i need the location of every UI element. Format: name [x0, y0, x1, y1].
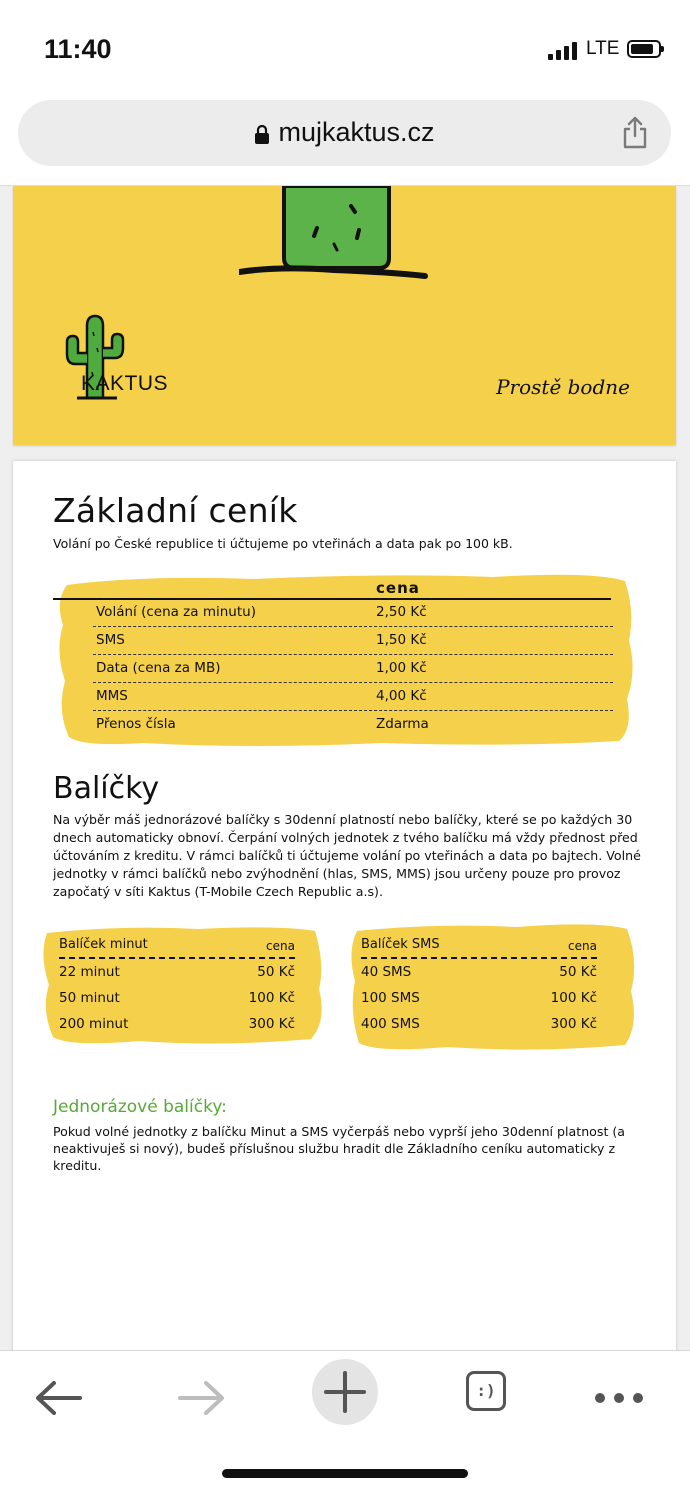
package-row: 100 SMS 100 Kč: [361, 990, 597, 1006]
address-bar[interactable]: [18, 100, 671, 166]
balicky-title: Balíčky: [53, 771, 160, 806]
web-page: [0, 186, 690, 1350]
plus-icon: [312, 1359, 378, 1425]
cactus-illustration: [239, 186, 429, 284]
new-tab-button[interactable]: [312, 1359, 378, 1425]
status-time: 11:40: [44, 34, 112, 64]
lock-icon: [254, 124, 270, 144]
price-row: Přenos čísla Zdarma: [96, 716, 429, 732]
browser-header: [0, 95, 690, 186]
tabs-button[interactable]: [466, 1371, 506, 1411]
package-row: 200 minut 300 Kč: [59, 1016, 295, 1032]
price-column-header: cena: [376, 579, 420, 597]
logo-text: KAKTUS: [81, 372, 169, 395]
balicky-text: Na výběr máš jednorázové balíčky s 30denní platností nebo balíčky, které se po každých 30 dnech automaticky obnoví. Čerpání volných jednotek z tvého balíčku má vždy přednost před účtováním z kreditu. V rámci balíčků ti účtujeme volání po vteřinách a data po bajtech. Volné jednotky v rámci balíčků nebo zvýhodnění (hlas, SMS, MMS) jsou určeny pouze pro provoz započatý v síti Kaktus (T-Mobile Czech Republic a.s).: [53, 812, 641, 899]
jednorazove-title: Jednorázové balíčky:: [53, 1097, 227, 1117]
sms-packages-table: Balíček SMS cena 40 SMS 50 Kč 100 SMS 100 Kč 400 SMS 300 Kč: [361, 937, 597, 1037]
price-row: MMS 4,00 Kč: [93, 683, 613, 711]
share-icon[interactable]: [621, 115, 649, 149]
package-row: 22 minut 50 Kč: [59, 964, 295, 980]
jednorazove-text: Pokud volné jednotky z balíčku Minut a SMS vyčerpáš nebo vyprší jeho 30denní platnost (a neaktivuješ si nový), budeš příslušnou službu hradit dle Základního ceníku automaticky z kreditu.: [53, 1124, 626, 1173]
content-card: [13, 461, 676, 1350]
back-arrow-icon[interactable]: [26, 1365, 92, 1431]
hero-banner: [13, 186, 676, 445]
package-row: 400 SMS 300 Kč: [361, 1016, 597, 1032]
cenik-title: Základní ceník: [53, 491, 298, 530]
minute-packages-table: Balíček minut cena 22 minut 50 Kč 50 minut 100 Kč 200 minut 300 Kč: [59, 937, 295, 1037]
network-type: LTE: [586, 38, 620, 59]
tagline: Prostě bodne: [496, 375, 630, 399]
browser-toolbar: [0, 1350, 690, 1495]
forward-arrow-icon[interactable]: [168, 1365, 234, 1431]
home-indicator: [222, 1469, 468, 1478]
signal-icon: [548, 42, 578, 60]
package-row: 40 SMS 50 Kč: [361, 964, 597, 980]
price-row: Volání (cena za minutu) 2,50 Kč: [93, 599, 613, 627]
more-dots-icon[interactable]: [586, 1365, 652, 1431]
tabs-icon-label: :): [476, 1381, 496, 1400]
price-row: SMS 1,50 Kč: [93, 627, 613, 655]
status-bar: [0, 0, 690, 95]
package-row: 50 minut 100 Kč: [59, 990, 295, 1006]
url-text: mujkaktus.cz: [278, 117, 435, 147]
battery-icon: [627, 40, 661, 58]
price-row: Data (cena za MB) 1,00 Kč: [93, 655, 613, 683]
cenik-subtitle: Volání po České republice ti účtujeme po vteřinách a data pak po 100 kB.: [53, 536, 513, 551]
